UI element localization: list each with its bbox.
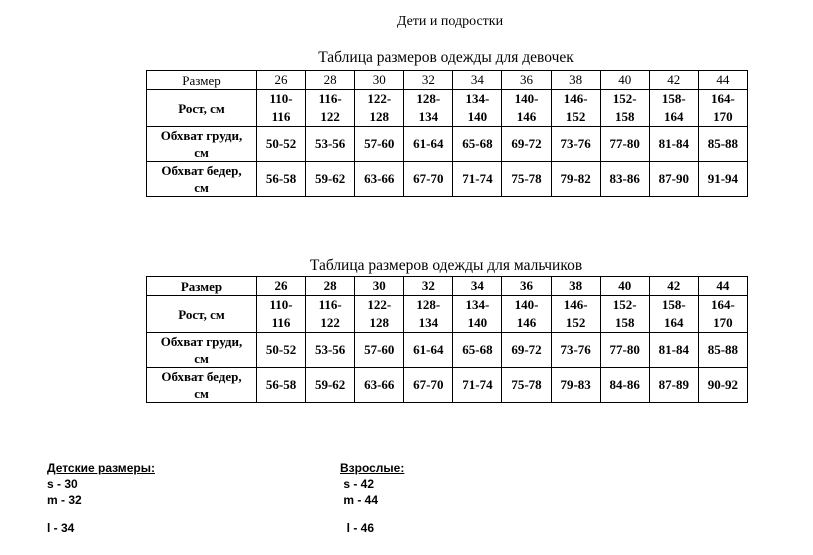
table-cell-line: 128 (369, 315, 389, 330)
size-column-header: 28 (306, 71, 355, 90)
table-cell: 90-92 (698, 368, 747, 403)
size-column-header: 44 (698, 277, 747, 296)
table-cell-line: 170 (713, 315, 733, 330)
table-cell (257, 90, 306, 127)
table-cell (404, 90, 453, 127)
table-cell-line: 140 (467, 315, 488, 330)
table-row (147, 333, 748, 368)
table-cell-line: 146 (516, 109, 537, 124)
table-cell: 61-64 (404, 333, 453, 368)
adult-size-item: s - 42 (340, 477, 375, 491)
table-cell-line: 116- (318, 91, 342, 106)
table-cell-line: 146- (563, 297, 588, 312)
table-cell-line: 116- (318, 297, 342, 312)
table-cell (306, 296, 355, 333)
size-column-header: 36 (502, 71, 551, 90)
table-cell-line: 140 (467, 109, 488, 124)
row-label (147, 90, 257, 127)
table-cell (600, 90, 649, 127)
row-label (147, 296, 257, 333)
table-cell-line: 164 (664, 109, 684, 124)
row-label-line: см (194, 351, 209, 366)
table-cell: 65-68 (453, 333, 502, 368)
table-cell: 56-58 (257, 162, 306, 197)
table-cell (551, 90, 600, 127)
size-column-header: 42 (649, 277, 698, 296)
table-cell (502, 90, 551, 127)
table-cell: 77-80 (600, 333, 649, 368)
table-cell: 61-64 (404, 127, 453, 162)
kids-sizes-list (47, 460, 155, 536)
table-cell (649, 90, 698, 127)
adult-size-item: l - 46 (340, 521, 375, 535)
row-label-line: см (194, 180, 209, 195)
table-cell: 75-78 (502, 368, 551, 403)
table-cell (355, 296, 404, 333)
table-cell-line: 158- (661, 91, 686, 106)
girls-table-caption: Таблица размеров одежды для девочек (318, 49, 574, 66)
row-label-line: см (194, 145, 209, 160)
table-cell (502, 296, 551, 333)
table-row (147, 162, 748, 197)
size-column-header: 38 (551, 71, 600, 90)
table-cell-line: 158- (661, 297, 686, 312)
size-column-header: 26 (257, 71, 306, 90)
table-cell: 63-66 (355, 162, 404, 197)
table-cell (698, 296, 747, 333)
table-cell (306, 90, 355, 127)
row-label-line: Рост, см (178, 306, 225, 322)
table-cell-line: 116 (271, 315, 291, 330)
size-column-header: 28 (306, 277, 355, 296)
girls-size-table (146, 70, 748, 197)
table-cell-line: 116 (271, 109, 291, 124)
size-column-header: 26 (257, 277, 306, 296)
table-cell: 81-84 (649, 333, 698, 368)
table-cell: 67-70 (404, 368, 453, 403)
table-cell (453, 296, 502, 333)
size-column-header: 32 (404, 71, 453, 90)
table-cell: 73-76 (551, 127, 600, 162)
table-row (147, 90, 748, 127)
table-cell-line: 128- (416, 91, 441, 106)
table-cell: 63-66 (355, 368, 404, 403)
table-cell: 67-70 (404, 162, 453, 197)
table-row (147, 296, 748, 333)
table-cell-line: 110- (269, 297, 293, 312)
table-cell-line: 158 (614, 109, 635, 124)
size-column-header: 30 (355, 277, 404, 296)
size-column-header: 42 (649, 71, 698, 90)
size-header-label: Размер (147, 71, 257, 90)
kids-size-item: m - 32 (47, 493, 82, 507)
table-cell-line: 170 (713, 109, 733, 124)
table-cell-line: 152- (612, 297, 637, 312)
table-cell: 59-62 (306, 162, 355, 197)
table-row (147, 127, 748, 162)
boys-table-header-row (147, 277, 748, 296)
table-cell-line: 152 (565, 109, 586, 124)
table-cell-line: 122- (367, 297, 392, 312)
table-cell-line: 140- (514, 91, 539, 106)
table-cell: 87-90 (649, 162, 698, 197)
boys-table-caption: Таблица размеров одежды для мальчиков (309, 257, 583, 274)
kids-size-item: s - 30 (47, 477, 78, 491)
size-column-header: 36 (502, 277, 551, 296)
row-label-line: Обхват бедер, (161, 163, 242, 178)
table-cell (355, 90, 404, 127)
row-label-line: Обхват груди, (160, 334, 243, 349)
table-cell-line: 122- (367, 91, 392, 106)
table-cell (257, 296, 306, 333)
table-cell-line: 164 (664, 315, 684, 330)
table-cell: 71-74 (453, 368, 502, 403)
size-column-header: 40 (600, 277, 649, 296)
table-cell: 56-58 (257, 368, 306, 403)
table-cell: 83-86 (600, 162, 649, 197)
size-header-label: Размер (147, 277, 257, 296)
table-cell-line: 152 (565, 315, 586, 330)
table-cell (551, 296, 600, 333)
table-row (147, 368, 748, 403)
table-cell (649, 296, 698, 333)
row-label (147, 127, 257, 162)
table-cell (600, 296, 649, 333)
size-column-header: 32 (404, 277, 453, 296)
table-cell: 81-84 (649, 127, 698, 162)
table-cell-line: 134 (418, 109, 439, 124)
row-label-line: Обхват груди, (160, 128, 243, 143)
table-cell: 79-82 (551, 162, 600, 197)
table-cell: 71-74 (453, 162, 502, 197)
row-label-line: см (194, 386, 209, 401)
size-column-header: 40 (600, 71, 649, 90)
table-cell (453, 90, 502, 127)
table-cell: 85-88 (698, 333, 747, 368)
kids-sizes-heading: Детские размеры: (47, 461, 155, 475)
size-column-header: 30 (355, 71, 404, 90)
table-cell (404, 296, 453, 333)
table-cell-line: 122 (320, 109, 340, 124)
table-cell: 91-94 (698, 162, 747, 197)
size-column-header: 34 (453, 277, 502, 296)
table-cell: 75-78 (502, 162, 551, 197)
row-label (147, 368, 257, 403)
page-title: Дети и подростки (396, 14, 504, 29)
table-cell-line: 152- (612, 91, 637, 106)
adult-size-item: m - 44 (340, 493, 379, 507)
table-cell-line: 140- (514, 297, 539, 312)
row-label-line: Рост, см (178, 100, 225, 116)
table-cell: 57-60 (355, 127, 404, 162)
adult-sizes-list (340, 460, 404, 536)
table-cell-line: 128- (416, 297, 441, 312)
table-cell: 85-88 (698, 127, 747, 162)
kids-size-item: l - 34 (47, 521, 75, 535)
table-cell: 84-86 (600, 368, 649, 403)
table-cell-line: 122 (320, 315, 340, 330)
girls-table-header-row (147, 71, 748, 90)
table-cell-line: 164- (710, 297, 735, 312)
table-cell (698, 90, 747, 127)
table-cell: 57-60 (355, 333, 404, 368)
table-cell-line: 110- (269, 91, 293, 106)
table-cell-line: 128 (369, 109, 389, 124)
row-label-line: Обхват бедер, (161, 369, 242, 384)
size-column-header: 34 (453, 71, 502, 90)
table-cell: 69-72 (502, 127, 551, 162)
table-cell: 69-72 (502, 333, 551, 368)
boys-size-table (146, 276, 748, 403)
table-cell: 50-52 (257, 333, 306, 368)
adult-sizes-heading: Взрослые: (340, 461, 405, 475)
table-cell-line: 134- (465, 297, 490, 312)
table-cell: 50-52 (257, 127, 306, 162)
table-cell-line: 146- (563, 91, 588, 106)
row-label (147, 162, 257, 197)
table-cell: 77-80 (600, 127, 649, 162)
table-cell: 59-62 (306, 368, 355, 403)
row-label (147, 333, 257, 368)
size-column-header: 44 (698, 71, 747, 90)
table-cell-line: 146 (516, 315, 537, 330)
table-cell: 65-68 (453, 127, 502, 162)
table-cell: 87-89 (649, 368, 698, 403)
table-cell: 73-76 (551, 333, 600, 368)
table-cell-line: 134- (465, 91, 490, 106)
table-cell-line: 164- (710, 91, 735, 106)
table-cell: 53-56 (306, 127, 355, 162)
table-cell: 53-56 (306, 333, 355, 368)
size-column-header: 38 (551, 277, 600, 296)
table-cell: 79-83 (551, 368, 600, 403)
table-cell-line: 134 (418, 315, 439, 330)
table-cell-line: 158 (614, 315, 635, 330)
